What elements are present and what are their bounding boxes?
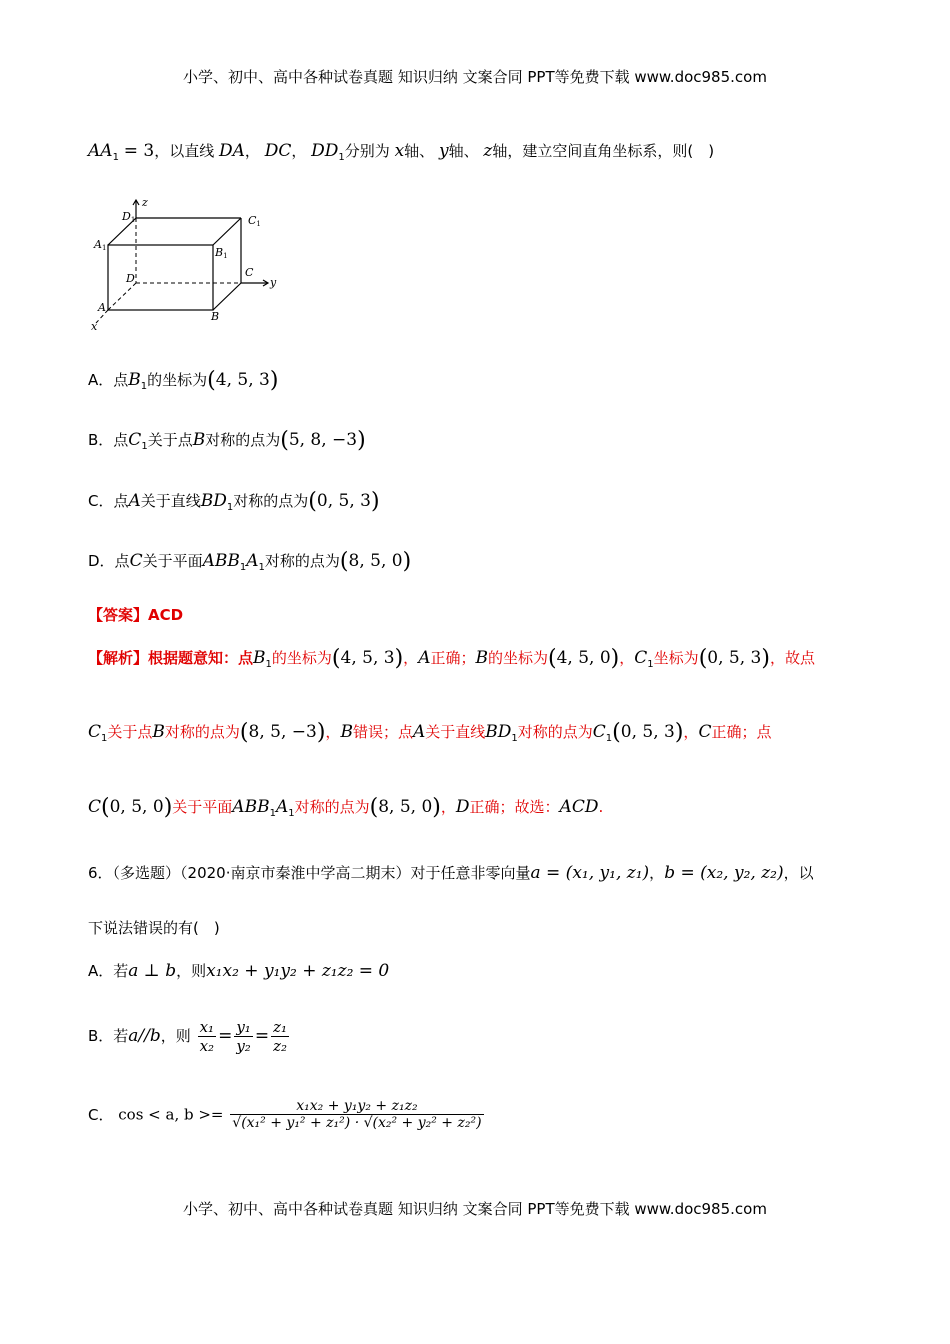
analysis-line-3: C(0, 5, 0)关于平面$ABB_1A_1$对称的点为(8, 5, 0)，D正确；故选：ACD. bbox=[88, 795, 604, 820]
page-footer: 小学、初中、高中各种试卷真题 知识归纳 文案合同 PPT等免费下载 www.doc985.com bbox=[183, 1200, 767, 1218]
label-C1: C1 bbox=[248, 214, 261, 228]
q5-option-a: A．点$B_1$的坐标为(4, 5, 3) bbox=[88, 368, 279, 393]
cosine-fraction: $\frac{\text{x₁x₂ + y₁y₂ + z₁z₂}}{\text{√(x₁² + y₁² + z₁²) · √(x₂² + y₂² + z₂²)}}$ bbox=[232, 1098, 482, 1131]
label-D: D bbox=[126, 272, 135, 285]
label-B: B bbox=[211, 310, 220, 323]
q6-stem-line-2: 下说法错误的有( ) bbox=[88, 919, 220, 937]
label-C: C bbox=[245, 266, 254, 279]
analysis-line-1: 【解析】根据题意知：点$B_1$的坐标为(4, 5, 3)，A正确；B的坐标为(4, 5, 0)，$C_1$坐标为(0, 5, 3)，故点 bbox=[88, 646, 815, 671]
frac-y: $\frac{\text{y₁}}{\text{y₂}}$ bbox=[236, 1018, 251, 1055]
q5-option-d: D．点C关于平面$ABB_1A_1$对称的点为(8, 5, 0) bbox=[88, 549, 412, 574]
q5-option-b: B．点$C_1$关于点B对称的点为(5, 8, −3) bbox=[88, 428, 366, 453]
label-A1: A1 bbox=[94, 238, 107, 252]
label-x: x bbox=[91, 320, 98, 333]
q6-stem-line-1: 6．（多选题）（2020·南京市秦淮中学高二期末）对于任意非零向量a = (x₁, y₁, z₁)，b = (x₂, y₂, z₂)，以 bbox=[88, 863, 814, 883]
label-y: y bbox=[270, 276, 277, 289]
intro-line: $AA_1 = 3$，以直线 DA， DC， $DD_1$分别为 x轴、 y轴、 z轴，建立空间直角坐标系，则( ) bbox=[88, 141, 715, 163]
page-header: 小学、初中、高中各种试卷真题 知识归纳 文案合同 PPT等免费下载 www.doc985.com bbox=[183, 68, 767, 86]
prism-figure bbox=[88, 190, 288, 340]
q6-option-c: C． cos < a, b >= $\frac{\text{x₁x₂ + y₁y₂ + z₁z₂}}{\text{√(x₁² + y₁² + z₁²) · √(x₂² + y₂² + z₂²)}}$ bbox=[88, 1098, 482, 1131]
label-A: A bbox=[98, 301, 106, 314]
frac-x: $\frac{\text{x₁}}{\text{x₂}}$ bbox=[199, 1018, 215, 1055]
answer-label: 【答案】ACD bbox=[88, 606, 184, 624]
front-face bbox=[108, 245, 213, 310]
frac-z: $\frac{\text{z₁}}{\text{z₂}}$ bbox=[273, 1018, 287, 1055]
label-D1: D1 bbox=[122, 210, 136, 224]
q6-option-a: A．若a ⊥ b，则x₁x₂ + y₁y₂ + z₁z₂ = 0 bbox=[88, 961, 390, 981]
label-z: z bbox=[142, 196, 148, 209]
analysis-line-2: $C_1$关于点B对称的点为(8, 5, −3)，B错误；点A关于直线$BD_1$对称的点为$C_1(0$, 5, 3)，C正确；点 bbox=[88, 720, 772, 745]
label-B1: B1 bbox=[215, 246, 228, 260]
q6-option-b: B．若a//b，则 $\frac{\text{x₁}}{\text{x₂}}$ = $\frac{\text{y₁}}{\text{y₂}}$ = $\frac{\text{z₁}}{\text{z₂}}$ bbox=[88, 1018, 287, 1055]
q5-option-c: C．点A关于直线$BD_1$对称的点为(0, 5, 3) bbox=[88, 489, 380, 514]
